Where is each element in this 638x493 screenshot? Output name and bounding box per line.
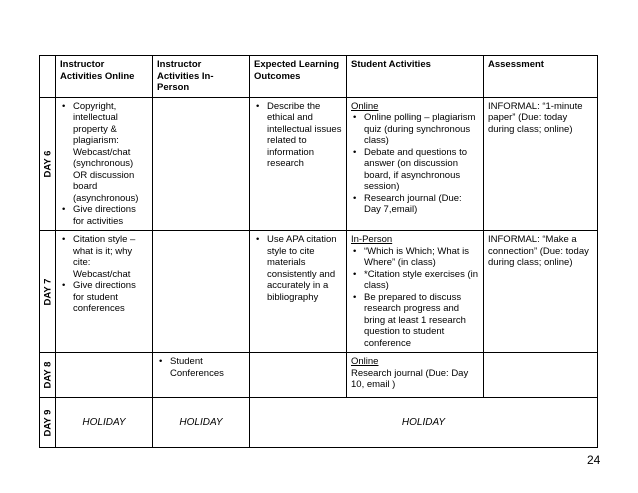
list-item: • “Which is Which; What is Where” (in class) <box>364 246 479 269</box>
student-heading: Online <box>351 356 379 367</box>
header-inperson: Instructor Activities In-Person <box>153 56 250 98</box>
schedule-table <box>39 55 598 448</box>
assessment-cell: INFORMAL: “Make a connection” (Due: today during class; online) <box>484 231 598 353</box>
header-assessment: Assessment <box>484 56 598 98</box>
list-item: • Describe the ethical and intellectual issues related to information research <box>267 101 342 170</box>
student-cell <box>347 97 484 231</box>
holiday-cell: HOLIDAY <box>250 398 598 448</box>
day-label: DAY 9 <box>41 409 53 436</box>
list-item: • *Citation style exercises (in class) <box>364 269 479 292</box>
outcomes-cell <box>250 353 347 398</box>
inperson-cell <box>153 97 250 231</box>
outcomes-cell <box>250 97 347 231</box>
outcomes-cell <box>250 231 347 353</box>
table-row <box>40 353 598 398</box>
list-item: • Be prepared to discuss research progress and bring at least 1 research question to student conference <box>364 292 479 350</box>
holiday-cell: HOLIDAY <box>56 398 153 448</box>
student-cell <box>347 231 484 353</box>
list-item: • Citation style – what is it; why cite: Webcast/chat <box>73 234 148 280</box>
table-row <box>40 398 598 448</box>
student-heading: In-Person <box>351 234 393 245</box>
day-label: DAY 7 <box>41 278 53 305</box>
list-item: • Student Conferences <box>170 356 245 379</box>
student-cell <box>347 353 484 398</box>
list-item: • Online polling – plagiarism quiz (during synchronous class) <box>364 112 479 147</box>
inperson-cell <box>153 353 250 398</box>
holiday-cell: HOLIDAY <box>153 398 250 448</box>
online-cell <box>56 353 153 398</box>
list-item: • Use APA citation style to cite materials consistently and accurately in a bibliography <box>267 234 342 303</box>
list-item: • Research journal (Due: Day 7,email) <box>364 193 479 216</box>
assessment-cell <box>484 353 598 398</box>
online-cell <box>56 97 153 231</box>
list-item: • Give directions for activities <box>73 204 148 227</box>
header-student: Student Activities <box>347 56 484 98</box>
day-label: DAY 8 <box>41 361 53 389</box>
day-cell <box>40 97 56 231</box>
page-number: 24 <box>587 453 601 467</box>
header-row <box>40 56 598 98</box>
header-online: Instructor Activities Online <box>56 56 153 98</box>
online-cell <box>56 231 153 353</box>
student-heading: Online <box>351 100 379 112</box>
list-item: • Copyright, intellectual property & plagiarism: Webcast/chat (synchronous) OR discussion board (asynchronous) <box>73 101 148 205</box>
table-row <box>40 97 598 231</box>
assessment-cell: INFORMAL: “1-minute paper” (Due: today during class; online) <box>484 97 598 231</box>
day-cell <box>40 353 56 398</box>
list-item: • Give directions for student conferences <box>73 280 148 315</box>
list-item: • Debate and questions to answer (on discussion board, if asynchronous session) <box>364 147 479 193</box>
header-day <box>40 56 56 98</box>
day-label: DAY 6 <box>41 150 53 178</box>
day-cell <box>40 398 56 448</box>
table-row <box>40 231 598 353</box>
inperson-cell <box>153 231 250 353</box>
student-text: Research journal (Due: Day 10, email ) <box>351 367 469 390</box>
day-cell <box>40 231 56 353</box>
header-outcomes: Expected Learning Outcomes <box>250 56 347 98</box>
